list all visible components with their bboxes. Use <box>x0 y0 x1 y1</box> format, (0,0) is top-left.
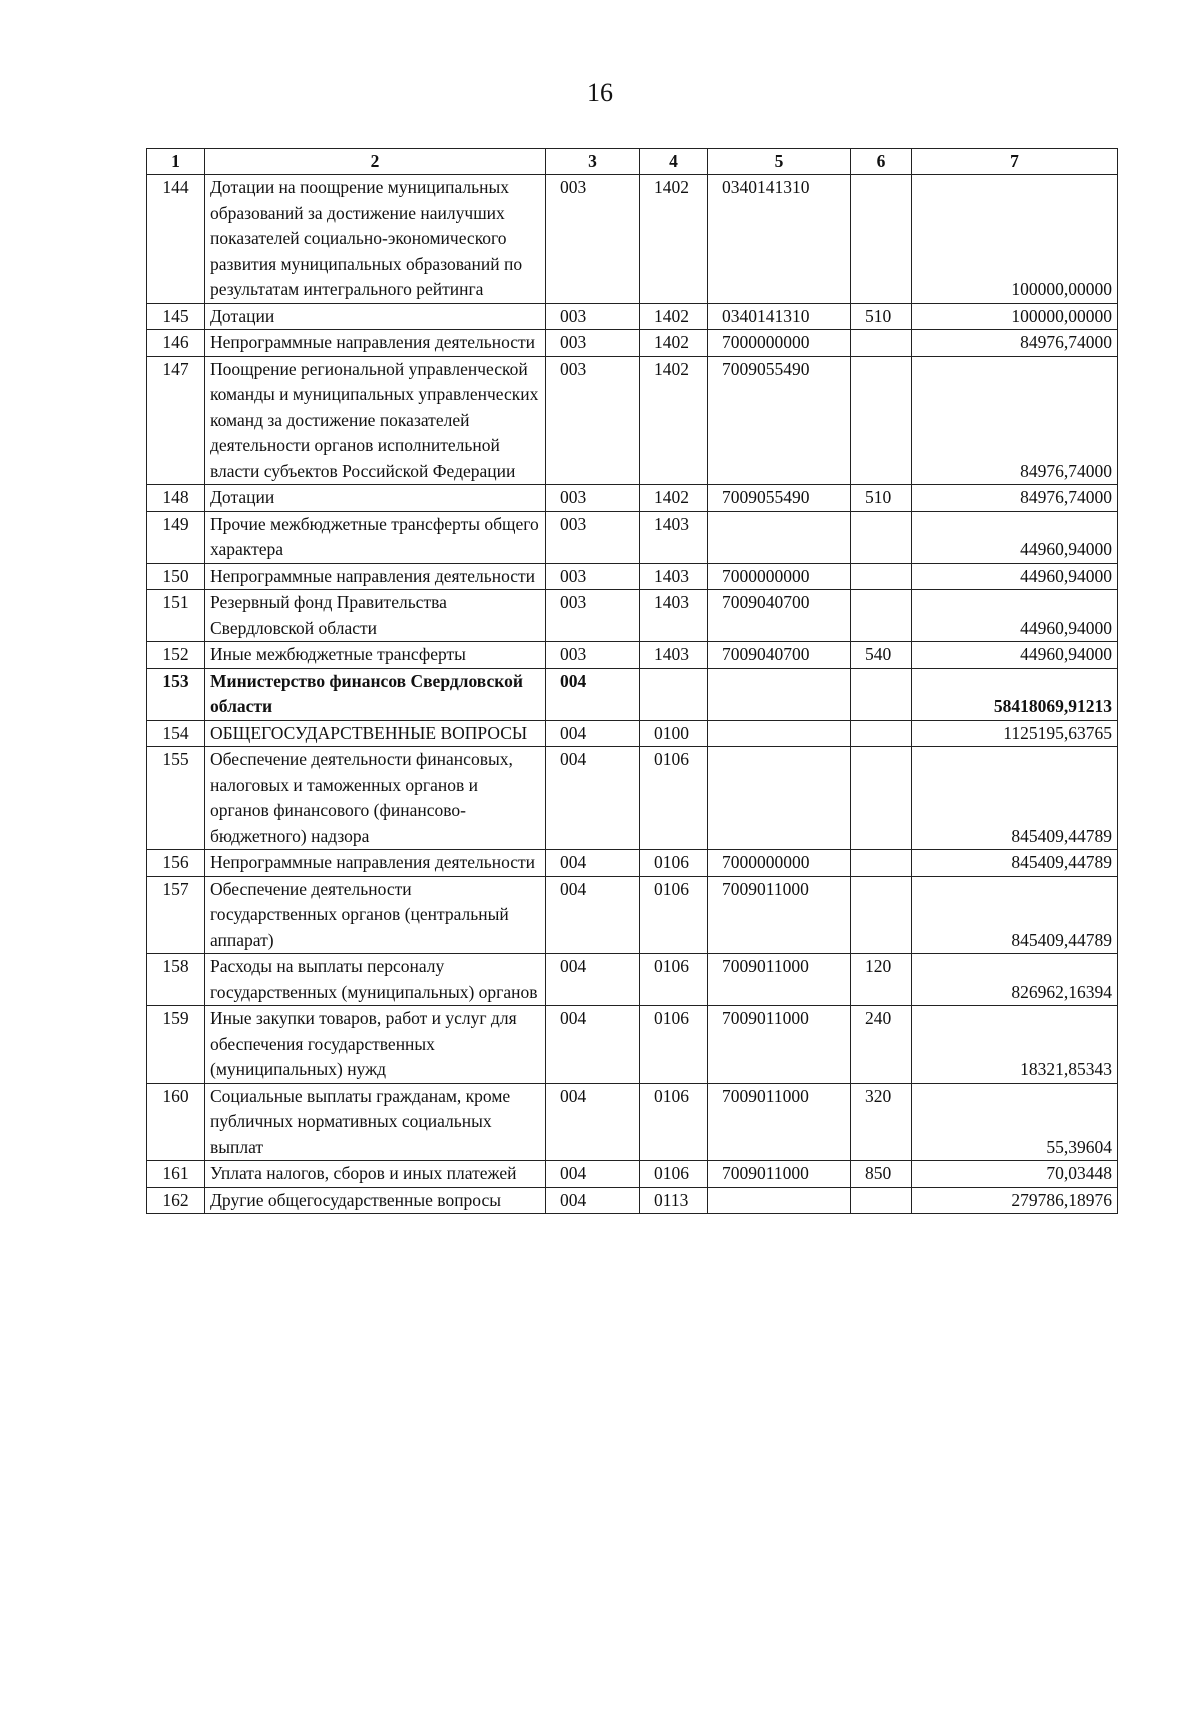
expense-type-cell <box>851 563 912 590</box>
budget-table <box>146 148 1118 1214</box>
expense-type-cell <box>851 876 912 954</box>
item-name-cell: Дотации <box>205 303 546 330</box>
expense-type-cell <box>851 747 912 850</box>
table-row <box>147 1187 1118 1214</box>
column-header-2: 2 <box>205 149 546 175</box>
ministry-code-cell: 004 <box>546 668 640 720</box>
expense-type-cell: 540 <box>851 642 912 669</box>
table-row <box>147 1006 1118 1084</box>
expense-type-cell <box>851 850 912 877</box>
table-row <box>147 356 1118 485</box>
expense-type-cell <box>851 720 912 747</box>
target-article-cell: 0340141310 <box>708 303 851 330</box>
target-article-cell <box>708 668 851 720</box>
ministry-code-cell: 004 <box>546 876 640 954</box>
ministry-code-cell: 004 <box>546 954 640 1006</box>
ministry-code-cell: 003 <box>546 511 640 563</box>
target-article-cell <box>708 1187 851 1214</box>
row-number-cell: 160 <box>147 1083 205 1161</box>
target-article-cell: 7000000000 <box>708 563 851 590</box>
row-number-cell: 150 <box>147 563 205 590</box>
row-number-cell: 156 <box>147 850 205 877</box>
target-article-cell: 7009011000 <box>708 876 851 954</box>
column-header-3: 3 <box>546 149 640 175</box>
table-row <box>147 590 1118 642</box>
item-name-cell: Иные межбюджетные трансферты <box>205 642 546 669</box>
ministry-code-cell: 003 <box>546 175 640 304</box>
table-row <box>147 850 1118 877</box>
expense-type-cell <box>851 175 912 304</box>
amount-cell: 70,03448 <box>912 1161 1118 1188</box>
item-name-cell: ОБЩЕГОСУДАРСТВЕННЫЕ ВОПРОСЫ <box>205 720 546 747</box>
section-code-cell: 0106 <box>640 850 708 877</box>
row-number-cell: 149 <box>147 511 205 563</box>
target-article-cell: 7000000000 <box>708 330 851 357</box>
column-header-6: 6 <box>851 149 912 175</box>
amount-cell: 55,39604 <box>912 1083 1118 1161</box>
ministry-code-cell: 004 <box>546 747 640 850</box>
section-code-cell: 0106 <box>640 1006 708 1084</box>
section-code-cell: 0100 <box>640 720 708 747</box>
table-row <box>147 485 1118 512</box>
target-article-cell: 7009040700 <box>708 642 851 669</box>
expense-type-cell: 120 <box>851 954 912 1006</box>
amount-cell: 84976,74000 <box>912 485 1118 512</box>
item-name-cell: Прочие межбюджетные трансферты общего характера <box>205 511 546 563</box>
amount-cell: 44960,94000 <box>912 511 1118 563</box>
section-code-cell: 1403 <box>640 590 708 642</box>
expense-type-cell <box>851 668 912 720</box>
amount-cell: 44960,94000 <box>912 590 1118 642</box>
table-row <box>147 642 1118 669</box>
table-body <box>147 175 1118 1214</box>
amount-cell: 845409,44789 <box>912 876 1118 954</box>
ministry-code-cell: 004 <box>546 1006 640 1084</box>
table-header-row <box>147 149 1118 175</box>
row-number-cell: 154 <box>147 720 205 747</box>
row-number-cell: 145 <box>147 303 205 330</box>
expense-type-cell: 510 <box>851 303 912 330</box>
ministry-code-cell: 003 <box>546 590 640 642</box>
table-row <box>147 511 1118 563</box>
row-number-cell: 146 <box>147 330 205 357</box>
amount-cell: 44960,94000 <box>912 642 1118 669</box>
section-code-cell: 0106 <box>640 747 708 850</box>
item-name-cell: Непрограммные направления деятельности <box>205 563 546 590</box>
section-code-cell: 1403 <box>640 563 708 590</box>
target-article-cell <box>708 511 851 563</box>
expense-type-cell: 510 <box>851 485 912 512</box>
row-number-cell: 148 <box>147 485 205 512</box>
ministry-code-cell: 003 <box>546 485 640 512</box>
amount-cell: 100000,00000 <box>912 303 1118 330</box>
amount-cell: 18321,85343 <box>912 1006 1118 1084</box>
column-header-5: 5 <box>708 149 851 175</box>
row-number-cell: 153 <box>147 668 205 720</box>
item-name-cell: Обеспечение деятельности государственных органов (центральный аппарат) <box>205 876 546 954</box>
table-row <box>147 1083 1118 1161</box>
target-article-cell <box>708 747 851 850</box>
row-number-cell: 152 <box>147 642 205 669</box>
item-name-cell: Обеспечение деятельности финансовых, налоговых и таможенных органов и органов финансового (финансово-бюджетного) надзора <box>205 747 546 850</box>
expense-type-cell: 850 <box>851 1161 912 1188</box>
expense-type-cell <box>851 1187 912 1214</box>
section-code-cell: 1403 <box>640 511 708 563</box>
amount-cell: 826962,16394 <box>912 954 1118 1006</box>
item-name-cell: Дотации <box>205 485 546 512</box>
amount-cell: 84976,74000 <box>912 356 1118 485</box>
row-number-cell: 151 <box>147 590 205 642</box>
expense-type-cell <box>851 330 912 357</box>
expense-type-cell <box>851 590 912 642</box>
target-article-cell: 7009040700 <box>708 590 851 642</box>
amount-cell: 279786,18976 <box>912 1187 1118 1214</box>
amount-cell: 845409,44789 <box>912 850 1118 877</box>
section-code-cell: 1402 <box>640 330 708 357</box>
amount-cell: 100000,00000 <box>912 175 1118 304</box>
item-name-cell: Министерство финансов Свердловской области <box>205 668 546 720</box>
ministry-code-cell: 004 <box>546 720 640 747</box>
target-article-cell: 0340141310 <box>708 175 851 304</box>
row-number-cell: 158 <box>147 954 205 1006</box>
row-number-cell: 155 <box>147 747 205 850</box>
row-number-cell: 162 <box>147 1187 205 1214</box>
item-name-cell: Иные закупки товаров, работ и услуг для обеспечения государственных (муниципальных) нужд <box>205 1006 546 1084</box>
ministry-code-cell: 003 <box>546 563 640 590</box>
expense-type-cell <box>851 356 912 485</box>
section-code-cell: 1402 <box>640 485 708 512</box>
table-row <box>147 303 1118 330</box>
section-code-cell: 0106 <box>640 876 708 954</box>
item-name-cell: Поощрение региональной управленческой команды и муниципальных управленческих команд за достижение показателей деятельности органов исполнительной власти субъектов Российской Федерации <box>205 356 546 485</box>
section-code-cell: 0106 <box>640 1083 708 1161</box>
item-name-cell: Уплата налогов, сборов и иных платежей <box>205 1161 546 1188</box>
row-number-cell: 157 <box>147 876 205 954</box>
table-row <box>147 876 1118 954</box>
target-article-cell: 7009011000 <box>708 954 851 1006</box>
expense-type-cell: 320 <box>851 1083 912 1161</box>
page-number: 16 <box>587 78 613 107</box>
item-name-cell: Дотации на поощрение муниципальных образований за достижение наилучших показателей социально-экономического развития муниципальных образований по результатам интегрального рейтинга <box>205 175 546 304</box>
column-header-4: 4 <box>640 149 708 175</box>
section-code-cell: 1402 <box>640 356 708 485</box>
amount-cell: 1125195,63765 <box>912 720 1118 747</box>
expense-type-cell: 240 <box>851 1006 912 1084</box>
table-row <box>147 668 1118 720</box>
target-article-cell: 7009011000 <box>708 1083 851 1161</box>
ministry-code-cell: 004 <box>546 850 640 877</box>
target-article-cell: 7009055490 <box>708 356 851 485</box>
target-article-cell: 7000000000 <box>708 850 851 877</box>
ministry-code-cell: 004 <box>546 1187 640 1214</box>
target-article-cell: 7009011000 <box>708 1006 851 1084</box>
ministry-code-cell: 003 <box>546 642 640 669</box>
section-code-cell: 0113 <box>640 1187 708 1214</box>
table-row <box>147 747 1118 850</box>
section-code-cell: 1402 <box>640 303 708 330</box>
column-header-7: 7 <box>912 149 1118 175</box>
amount-cell: 44960,94000 <box>912 563 1118 590</box>
table-row <box>147 330 1118 357</box>
item-name-cell: Непрограммные направления деятельности <box>205 850 546 877</box>
row-number-cell: 161 <box>147 1161 205 1188</box>
amount-cell: 845409,44789 <box>912 747 1118 850</box>
amount-cell: 58418069,91213 <box>912 668 1118 720</box>
table-row <box>147 175 1118 304</box>
item-name-cell: Резервный фонд Правительства Свердловской области <box>205 590 546 642</box>
item-name-cell: Другие общегосударственные вопросы <box>205 1187 546 1214</box>
section-code-cell: 0106 <box>640 1161 708 1188</box>
item-name-cell: Непрограммные направления деятельности <box>205 330 546 357</box>
item-name-cell: Социальные выплаты гражданам, кроме публичных нормативных социальных выплат <box>205 1083 546 1161</box>
section-code-cell: 1403 <box>640 642 708 669</box>
section-code-cell: 0106 <box>640 954 708 1006</box>
row-number-cell: 144 <box>147 175 205 304</box>
ministry-code-cell: 004 <box>546 1083 640 1161</box>
table-row <box>147 720 1118 747</box>
target-article-cell: 7009011000 <box>708 1161 851 1188</box>
section-code-cell <box>640 668 708 720</box>
amount-cell: 84976,74000 <box>912 330 1118 357</box>
target-article-cell <box>708 720 851 747</box>
item-name-cell: Расходы на выплаты персоналу государственных (муниципальных) органов <box>205 954 546 1006</box>
row-number-cell: 147 <box>147 356 205 485</box>
row-number-cell: 159 <box>147 1006 205 1084</box>
table-row <box>147 954 1118 1006</box>
column-header-1: 1 <box>147 149 205 175</box>
table-row <box>147 563 1118 590</box>
section-code-cell: 1402 <box>640 175 708 304</box>
ministry-code-cell: 003 <box>546 330 640 357</box>
ministry-code-cell: 003 <box>546 303 640 330</box>
target-article-cell: 7009055490 <box>708 485 851 512</box>
ministry-code-cell: 003 <box>546 356 640 485</box>
expense-type-cell <box>851 511 912 563</box>
ministry-code-cell: 004 <box>546 1161 640 1188</box>
table-row <box>147 1161 1118 1188</box>
